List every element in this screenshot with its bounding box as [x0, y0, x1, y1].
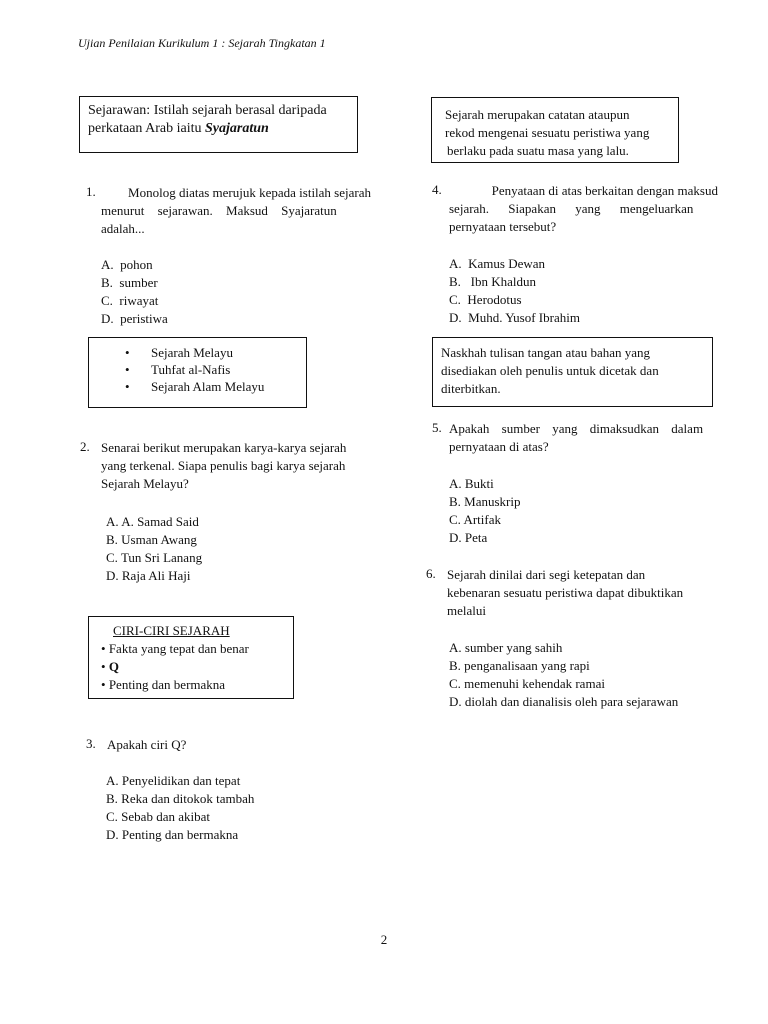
- option-c[interactable]: C. Sebab dan akibat: [106, 809, 210, 824]
- question-text-line: kebenaran sesuatu peristiwa dapat dibuktikan: [447, 585, 684, 600]
- question-text-line: Sejarah Melayu?: [101, 476, 189, 491]
- naskhah-box: [432, 337, 713, 407]
- option-b[interactable]: B. Manuskrip: [449, 494, 521, 509]
- ciri-sejarah-box: [88, 616, 294, 699]
- option-a[interactable]: A. sumber yang sahih: [449, 640, 563, 655]
- option-b[interactable]: B. Reka dan ditokok tambah: [106, 791, 255, 806]
- definition-box: [431, 97, 679, 163]
- option-d[interactable]: D. Muhd. Yusof Ibrahim: [449, 310, 580, 325]
- karya-list-box: [88, 337, 307, 408]
- page-number: 2: [380, 932, 388, 947]
- option-d[interactable]: D. diolah dan dianalisis oleh para sejarawan: [449, 694, 679, 709]
- question-text-line: adalah...: [101, 221, 145, 236]
- question-6: [426, 566, 718, 620]
- list-item: • Penting dan bermakna: [101, 677, 226, 692]
- question-text-line: menurut sejarawan. Maksud Syajaratun: [101, 203, 337, 218]
- bullet-icon: •: [125, 362, 130, 377]
- question-text-line: Monolog diatas merujuk kepada istilah sejarah: [128, 185, 371, 200]
- bullet-icon: •: [101, 641, 106, 656]
- list-item: • Sejarah Melayu: [125, 345, 233, 360]
- question-text-line: pernyataan tersebut?: [449, 219, 557, 234]
- definition-line: diterbitkan.: [441, 381, 501, 396]
- option-d[interactable]: D. Penting dan bermakna: [106, 827, 239, 842]
- question-text-line: Apakah ciri Q?: [107, 737, 187, 752]
- question-5: [432, 420, 718, 456]
- option-b[interactable]: B. sumber: [101, 275, 158, 290]
- option-b[interactable]: B. Usman Awang: [106, 532, 197, 547]
- question-number: 5.: [432, 420, 442, 435]
- option-a[interactable]: A. A. Samad Said: [106, 514, 199, 529]
- quote-keyword: Syajaratun: [205, 121, 269, 136]
- page-header: Ujian Penilaian Kurikulum 1 : Sejarah Tingkatan 1: [78, 36, 326, 50]
- quote-line-2: [88, 120, 349, 138]
- option-b[interactable]: B. penganalisaan yang rapi: [449, 658, 590, 673]
- question-number: 3.: [86, 736, 96, 751]
- bullet-icon: •: [101, 659, 106, 674]
- option-a[interactable]: A. pohon: [101, 257, 153, 272]
- option-d[interactable]: D. Peta: [449, 530, 488, 545]
- question-3: [86, 736, 366, 754]
- bullet-icon: •: [125, 379, 130, 394]
- question-text-line: yang terkenal. Siapa penulis bagi karya sejarah: [101, 458, 346, 473]
- quote-line-1: Sejarawan: Istilah sejarah berasal daripada: [88, 103, 327, 118]
- option-b[interactable]: B. Ibn Khaldun: [449, 274, 537, 289]
- question-text-line: pernyataan di atas?: [449, 439, 549, 454]
- quote-box-sejarawan: [79, 96, 358, 153]
- definition-line: Sejarah merupakan catatan ataupun: [445, 107, 630, 122]
- question-text-line: Sejarah dinilai dari segi ketepatan dan: [447, 567, 646, 582]
- option-a[interactable]: A. Kamus Dewan: [449, 256, 546, 271]
- list-item: • Fakta yang tepat dan benar: [101, 641, 249, 656]
- box-title: CIRI-CIRI SEJARAH: [113, 623, 230, 638]
- question-number: 6.: [426, 566, 436, 581]
- option-d[interactable]: D. peristiwa: [101, 311, 168, 326]
- list-item: • Tuhfat al-Nafis: [125, 362, 231, 377]
- question-text-line: melalui: [447, 603, 486, 618]
- definition-line: berlaku pada suatu masa yang lalu.: [447, 143, 629, 158]
- option-c[interactable]: C. riwayat: [101, 293, 159, 308]
- option-c[interactable]: C. Artifak: [449, 512, 502, 527]
- question-text-line: Senarai berikut merupakan karya-karya sejarah: [101, 440, 347, 455]
- definition-line: disediakan oleh penulis untuk dicetak dan: [441, 363, 659, 378]
- question-number: 1.: [86, 184, 96, 199]
- question-text-line: sejarah. Siapakan yang mengeluarkan: [449, 201, 694, 216]
- quote-line-2-prefix: perkataan Arab iaitu: [88, 121, 206, 136]
- question-text-line: Penyataan di atas berkaitan dengan maksud: [491, 183, 718, 198]
- question-4: [432, 182, 718, 236]
- list-item: • Sejarah Alam Melayu: [125, 379, 265, 394]
- option-d[interactable]: D. Raja Ali Haji: [106, 568, 191, 583]
- definition-line: rekod mengenai sesuatu peristiwa yang: [445, 125, 650, 140]
- option-c[interactable]: C. Tun Sri Lanang: [106, 550, 203, 565]
- question-number: 2.: [80, 439, 90, 454]
- definition-line: Naskhah tulisan tangan atau bahan yang: [441, 345, 651, 360]
- question-2: [80, 439, 370, 493]
- question-text-line: Apakah sumber yang dimaksudkan dalam: [449, 421, 704, 436]
- question-1: [86, 184, 371, 238]
- bullet-icon: •: [125, 345, 130, 360]
- option-c[interactable]: C. Herodotus: [449, 292, 522, 307]
- option-a[interactable]: A. Penyelidikan dan tepat: [106, 773, 241, 788]
- question-number: 4.: [432, 182, 442, 197]
- option-a[interactable]: A. Bukti: [449, 476, 494, 491]
- bullet-icon: •: [101, 677, 106, 692]
- list-item: • Q: [101, 659, 119, 674]
- option-c[interactable]: C. memenuhi kehendak ramai: [449, 676, 605, 691]
